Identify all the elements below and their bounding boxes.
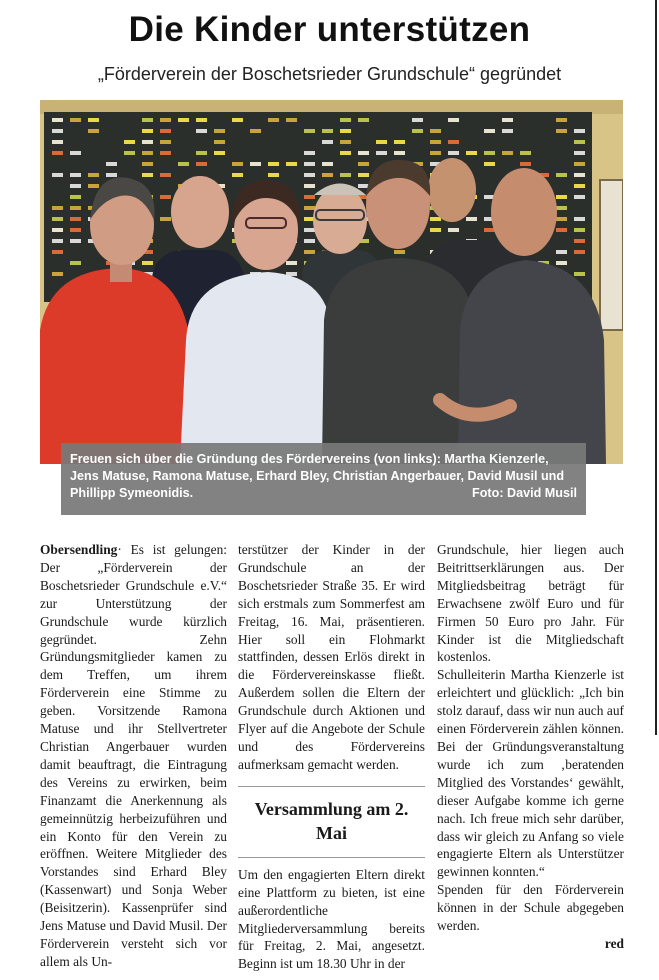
group-photo xyxy=(40,100,623,464)
photo-caption xyxy=(61,443,586,515)
column-2-text-a: terstützer der Kinder in der Grundschule an der Boschetsrieder Straße 35. Er wird sich erstmals zum Sommerfest am Freitag, 16. Mai, präsentieren. Hier soll ein Flohmarkt stattfinden, dessen Erlös direkt in die Fördervereinskasse fließt. Außerdem sollen die Eltern der Grundschule durch Aktionen und Flyer auf die Angebote der Schule und des Fördervereins aufmerksam gemacht werden. xyxy=(238,542,425,772)
section-subhead: Versammlung am 2. Mai xyxy=(254,798,409,843)
divider xyxy=(238,786,425,787)
photo-credit: Foto: David Musil xyxy=(472,486,577,500)
author-signature: red xyxy=(604,935,624,951)
dateline: Obersendling xyxy=(40,542,118,557)
divider xyxy=(238,857,425,858)
column-2 xyxy=(238,541,425,973)
column-3 xyxy=(437,541,624,953)
page-edge-line xyxy=(655,0,657,735)
caption-text: Freuen sich über die Gründung des Fördervereins (von links): Martha Kienzerle, Jens Matuse, Ramona Matuse, Erhard Bley, Christian Angerbauer, David Musil und Phillipp Symeonidis. xyxy=(70,452,565,500)
paragraph xyxy=(40,541,227,971)
column-3-text-c: Spenden für den Förderverein können in der Schule abgegeben werden. xyxy=(437,882,624,934)
article-subheadline: „Förderverein der Boschetsrieder Grundschule“ gegründet xyxy=(97,64,562,84)
group-photo-illustration xyxy=(40,100,623,464)
column-3-text-a: Grundschule, hier liegen auch Beitrittserklärungen aus. Der Mitgliedsbeitrag beträgt für Erwachsene zwölf Euro und für Firmen 50 Euro pro Jahr. Für Kinder ist die Mitgliedschaft kostenlos. xyxy=(437,542,624,665)
column-3-text-b: Schulleiterin Martha Kienzerle ist erleichtert und glücklich: „Ich bin stolz darauf, dass wir nun auch auf einen Förderverein zählen können. Bei der Gründungsveranstaltung wurde ich zum ‚beratenden Mitglied des Vorstandes‘ gewählt, dieser Aufgabe komme ich gerne nach. Ich freue mich sehr darüber, dass wir gleich zu Anfang so viele engagierte Eltern als Unterstützer gewinnen konnten.“ xyxy=(437,667,624,880)
column-1-text: · Es ist gelungen: Der „Förderverein der Boschetsrieder Grundschule e.V.“ zur Unterstützung der Grundschule wurde kürzlich gegründet. Zehn Gründungsmitglieder kamen zu dem Treffen, um ihrem Förderverein eine Stimme zu geben. Vorsitzende Ramona Matuse und ihr Stellvertreter Christian Angerbauer wurden damit beauftragt, die Eintragung des Vereins zu erwirken, beim Finanzamt die Anerkennung als gemeinnützig herbeizuführen und ein Konto für den Verein zu eröffnen. Weitere Mitglieder des Vorstandes sind Erhard Bley (Kassenwart) und Sonja Weber (Beisitzerin). Kassenprüfer sind Jens Matuse und David Musil. Der Förderverein versteht sich vor allem als Un- xyxy=(40,542,227,969)
column-2-text-b: Um den engagierten Eltern direkt eine Plattform zu bieten, ist eine außerordentliche Mitgliederversammlung bereits für Freitag, 2. Mai, angesetzt. Beginn ist um 18.30 Uhr in der xyxy=(238,866,425,972)
article-headline: Die Kinder unterstützen xyxy=(128,10,531,49)
column-1 xyxy=(40,541,227,971)
